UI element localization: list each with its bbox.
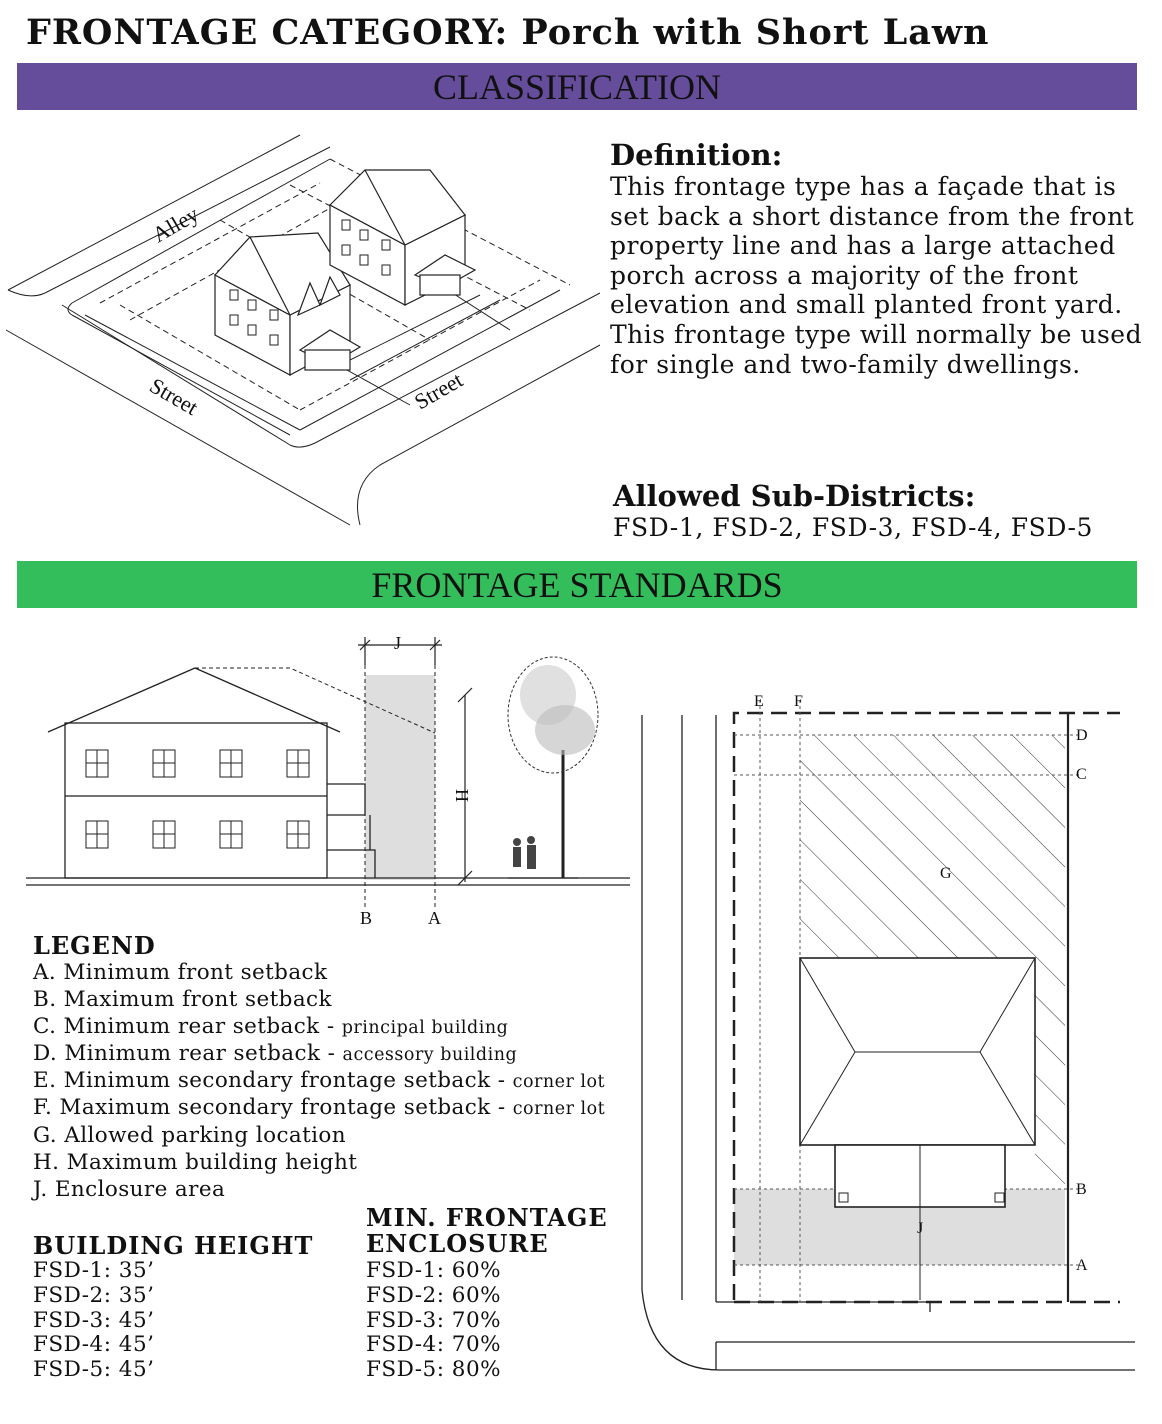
min-frontage-item: FSD-1: 60% (366, 1258, 502, 1283)
section-elevation-diagram (0, 625, 640, 935)
legend-item: F. Maximum secondary frontage setback - corner lot (33, 1095, 606, 1121)
section-label-j: J (394, 633, 402, 653)
min-frontage-list (366, 1259, 501, 1383)
alley-label: Alley (148, 201, 203, 248)
building-height-list (33, 1259, 155, 1383)
legend-item: H. Maximum building height (33, 1149, 358, 1175)
plan-label-d: D (1076, 727, 1088, 744)
frontage-standards-band: FRONTAGE STANDARDS (17, 561, 1137, 608)
legend-item: G. Allowed parking location (33, 1122, 347, 1148)
legend-item: A. Minimum front setback (33, 960, 328, 985)
plan-label-a: A (1076, 1257, 1088, 1274)
building-height-item: FSD-5: 45’ (33, 1357, 155, 1383)
legend-item: J. Enclosure area (33, 1176, 226, 1202)
legend-item: B. Maximum front setback (33, 987, 332, 1013)
tree-illustration (508, 657, 598, 878)
plan-label-e: E (754, 693, 764, 710)
plan-label-c: C (1076, 766, 1087, 783)
building-height-heading: BUILDING HEIGHT (33, 1231, 314, 1260)
plan-label-g: G (940, 865, 952, 882)
building-height-item: FSD-1: 35’ (33, 1258, 155, 1283)
isometric-lot-illustration (0, 125, 600, 545)
min-frontage-item: FSD-4: 70% (366, 1332, 502, 1358)
legend-list (33, 960, 605, 1204)
plan-label-f: F (794, 693, 803, 710)
legend-item: C. Minimum rear setback - principal building (33, 1014, 509, 1040)
min-frontage-item: FSD-3: 70% (366, 1307, 502, 1333)
site-plan-diagram (640, 680, 1140, 1395)
building-height-item: FSD-2: 35’ (33, 1282, 155, 1308)
classification-band: CLASSIFICATION (17, 63, 1137, 110)
section-label-a: A (428, 908, 441, 928)
allowed-subdistricts-text: FSD-1, FSD-2, FSD-3, FSD-4, FSD-5 (613, 513, 1094, 542)
plan-label-b: B (1076, 1181, 1087, 1198)
plan-label-j: J (917, 1220, 924, 1237)
legend-item: D. Minimum rear setback - accessory building (33, 1041, 518, 1067)
enclosure-area-shading (365, 675, 435, 880)
page-title: FRONTAGE CATEGORY: Porch with Short Lawn (26, 12, 990, 53)
street-left-label: Street (145, 372, 203, 420)
building-height-item: FSD-3: 45’ (33, 1307, 155, 1333)
section-label-b: B (360, 908, 373, 928)
section-label-h: H (452, 789, 472, 802)
house-back (330, 170, 475, 305)
building-height-item: FSD-4: 45’ (33, 1332, 155, 1358)
legend-item: E. Minimum secondary frontage setback - corner lot (33, 1068, 606, 1094)
allowed-subdistricts-heading: Allowed Sub-Districts: (613, 479, 976, 513)
min-frontage-item: FSD-5: 80% (366, 1357, 502, 1383)
legend-heading: LEGEND (33, 931, 156, 960)
facade-windows (86, 750, 309, 848)
definition-heading: Definition: (610, 138, 783, 172)
house-roof-plan (800, 958, 1035, 1207)
pedestrians-illustration (513, 836, 536, 869)
street-right-label: Street (410, 367, 467, 415)
min-frontage-item: FSD-2: 60% (366, 1282, 502, 1308)
min-frontage-heading: MIN. FRONTAGE ENCLOSURE (366, 1203, 608, 1258)
definition-text: This frontage type has a façade that is set back a short distance from the front property line and has a large attached porch across a majority of the front elevation and small planted front yard. This frontage type will normally be used for single and two-family dwellings. (610, 172, 1143, 379)
